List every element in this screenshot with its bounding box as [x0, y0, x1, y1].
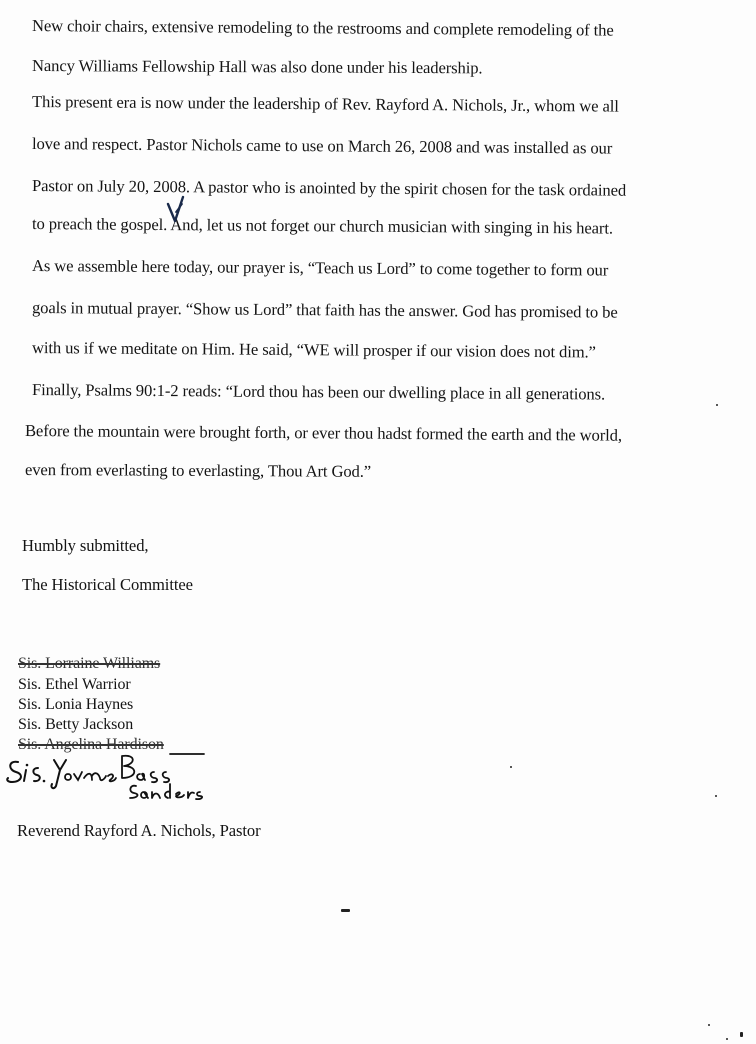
- scan-speck: [740, 1032, 743, 1037]
- committee-member-3: Sis. Lonia Haynes: [18, 696, 134, 713]
- body-line-10: Finally, Psalms 90:1-2 reads: “Lord thou has been our dwelling place in all generations.: [31, 380, 606, 404]
- body-line-3: This present era is now under the leadership of Rev. Rayford A. Nichols, Jr., whom we all: [31, 92, 619, 116]
- body-line-12: even from everlasting to everlasting, Thou Art God.”: [24, 460, 372, 481]
- body-line-11: Before the mountain were brought forth, or ever thou hadst formed the earth and the world,: [24, 421, 623, 445]
- body-line-1: New choir chairs, extensive remodeling to the restrooms and complete remodeling of the: [31, 16, 614, 40]
- closing-humbly-submitted: Humbly submitted,: [22, 536, 149, 555]
- committee-member-4: Sis. Betty Jackson: [18, 716, 134, 733]
- handwritten-check-mark: [166, 194, 190, 224]
- body-line-2: Nancy Williams Fellowship Hall was also done under his leadership.: [31, 56, 483, 78]
- committee-member-5: Sis. Angelina Hardison: [18, 736, 164, 753]
- scan-speck: [510, 766, 512, 768]
- body-line-8: goals in mutual prayer. “Show us Lord” that faith has the answer. God has promised to be: [31, 298, 618, 322]
- body-line-6: to preach the gospel. And, let us not forget our church musician with singing in his heart.: [31, 214, 614, 238]
- scan-speck: [715, 795, 717, 797]
- body-line-4: love and respect. Pastor Nichols came to use on March 26, 2008 and was installed as our: [31, 134, 613, 158]
- body-line-7: As we assemble here today, our prayer is, “Teach us Lord” to come together to form our: [31, 256, 609, 280]
- committee-member-1: Sis. Lorraine Williams: [18, 655, 161, 672]
- scan-speck: [341, 909, 350, 912]
- scan-speck: [726, 1038, 728, 1040]
- body-line-5: Pastor on July 20, 2008. A pastor who is anointed by the spirit chosen for the task ordained: [31, 176, 627, 200]
- body-line-9: with us if we meditate on Him. He said, “WE will prosper if our vision does not dim.”: [31, 338, 596, 362]
- committee-member-2: Sis. Ethel Warrior: [18, 676, 131, 693]
- scan-speck: [708, 1024, 710, 1026]
- handwritten-signature: [4, 748, 224, 800]
- scan-speck: [716, 404, 718, 406]
- closing-historical-committee: The Historical Committee: [22, 575, 193, 594]
- pastor-line: Reverend Rayford A. Nichols, Pastor: [17, 821, 261, 840]
